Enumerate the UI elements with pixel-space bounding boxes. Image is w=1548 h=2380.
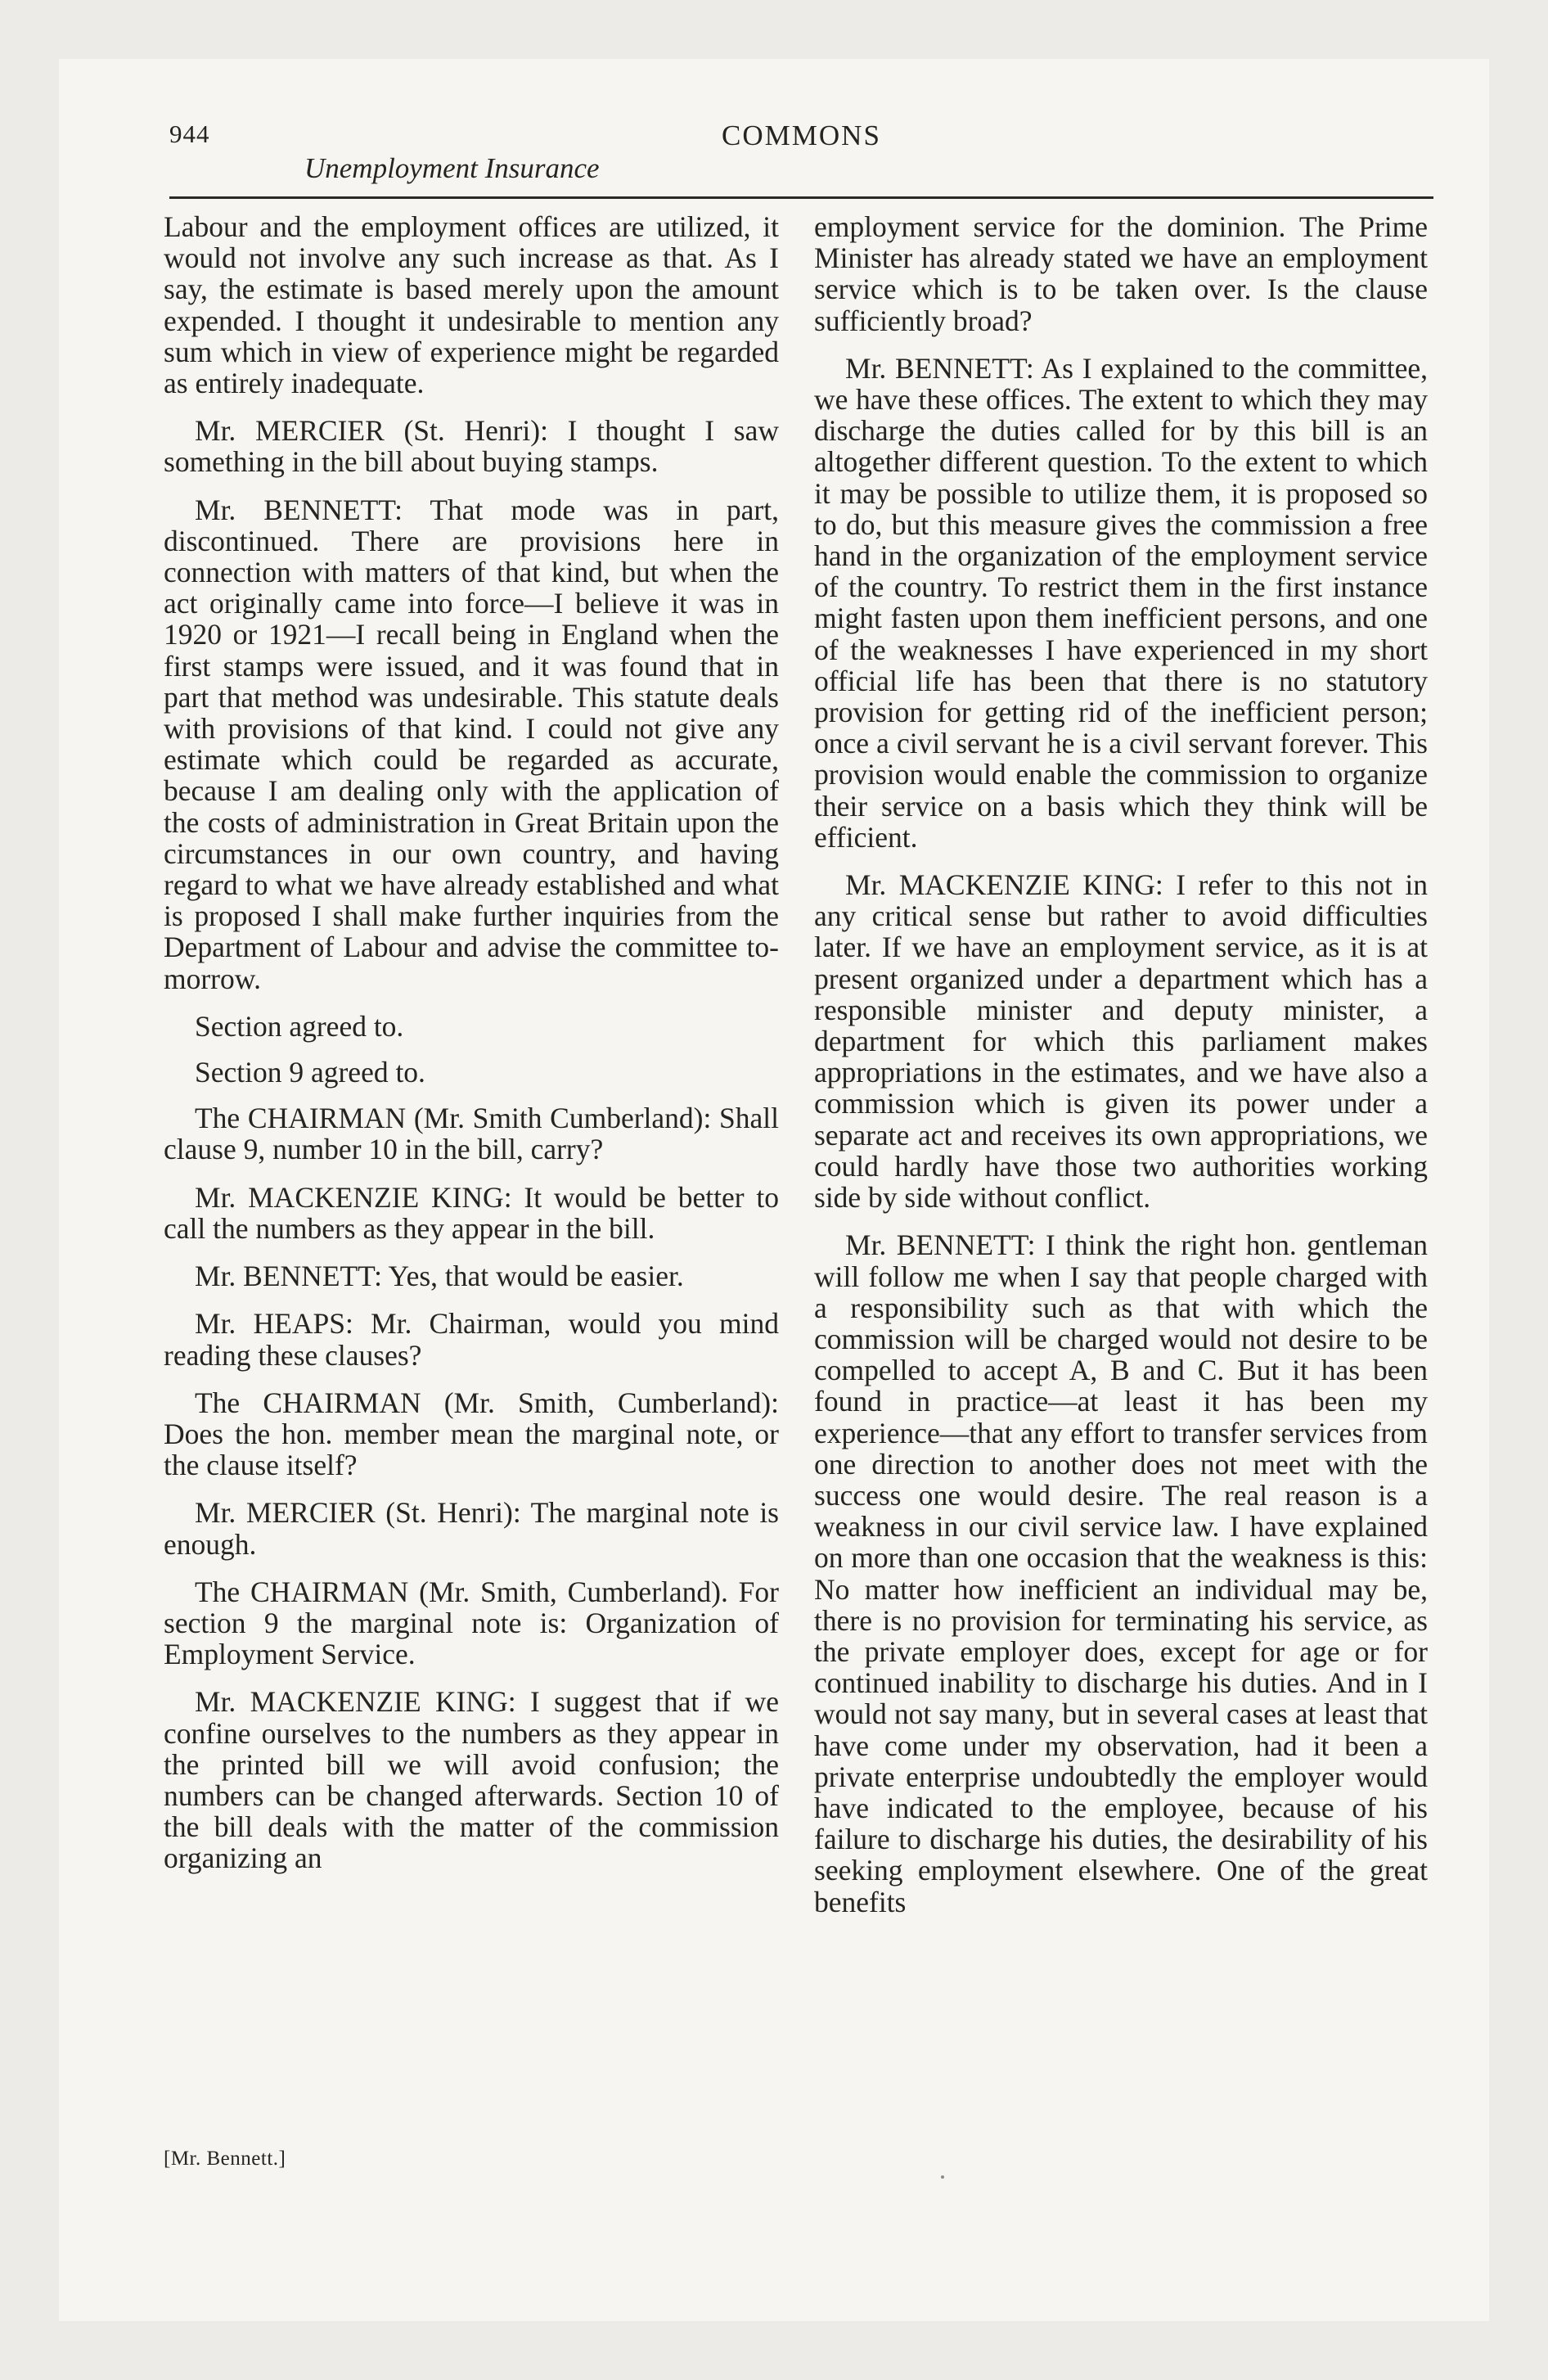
paragraph-text: I refer to this not in any critical sense but rather to avoid difficulties later. If we have an employment service, as it is at present organized under a department which has a responsible minister and deputy minister, a department for which this parliament makes appropriations in the estimates, and we have also a commission which is given its power under a separate act and receives its own appropriations, we could hardly have those two authorities working side by side without conflict. (814, 868, 1428, 1215)
paragraph (164, 1102, 779, 1165)
paragraph (164, 1057, 779, 1088)
speaker: The CHAIRMAN (Mr. Smith Cumberland): (195, 1102, 712, 1135)
paragraph-text: For section 9 the marginal note is: Organization of Employment Service. (164, 1575, 779, 1671)
paragraph-text: Does the hon. member mean the marginal note, or the clause itself? (164, 1417, 779, 1482)
paragraph (164, 1387, 779, 1481)
paragraph (164, 211, 779, 399)
paragraph-text: I think the right hon. gentleman will follow me when I say that people charged with a responsibility such as that with which the commission will be charged would not desire to be compelled to accept A, B and C. But it has been found in practice—at least it has been my experience—that any effort to transfer services from one direction to another does not meet with the success one would desire. The real reason is a weakness in our civil service law. I have explained on more than one occasion that the weakness is this: No matter how inefficient an individual may be, there is no provision for terminating his service, as the private employer does, except for age or for continued inability to discharge his duties. And in I would not say many, but in several cases at least that have come under my observation, had it been a private enterprise undoubtedly the employer would have indicated to the employee, because of his failure to discharge his duties, the desirability of his seeking employment elsewhere. One of the great benefits (814, 1228, 1429, 1918)
paragraph-text: Labour and the employment offices are utilized, it would not involve any such increase as that. As I say, the estimate is based merely upon the amount expended. I thought it undesirable to mention any sum which in view of experience might be regarded as entirely inadequate. (164, 210, 779, 400)
speaker: The CHAIRMAN (Mr. Smith, Cumberland). (195, 1575, 728, 1608)
paragraph-text: Shall clause 9, number 10 in the bill, carry? (164, 1102, 779, 1166)
paragraph (164, 1686, 779, 1873)
paragraph (164, 1260, 779, 1291)
paragraph-text: Yes, that would be easier. (381, 1260, 684, 1293)
paragraph-text: It would be better to call the numbers as they appear in the bill. (164, 1180, 779, 1245)
paragraph-text: That mode was in part, discontinued. There are provisions here in connection with matters of that kind, but when the act originally came into force—I believe it was in 1920 or 1921—I recall being in England when the first stamps were issued, and it was found that in part that method was undesirable. This statute deals with provisions of that kind. I could not give any estimate which could be regarded as accurate, because I am dealing only with the application of the costs of administration in Great Britain upon the circumstances in our own country, and having regard to what we have already established and what is proposed I shall make further inquiries from the Department of Labour and advise the committee to-morrow. (164, 493, 779, 995)
paragraph-text: I thought I saw something in the bill about buying stamps. (164, 414, 779, 479)
paragraph (164, 1497, 779, 1559)
speaker: Mr. HEAPS: (195, 1307, 353, 1341)
paragraph (164, 494, 779, 994)
header-rule (169, 196, 1433, 199)
page-header (169, 115, 1433, 192)
paragraph (164, 1576, 779, 1670)
speaker: Mr. MACKENZIE KING: (845, 868, 1163, 902)
speaker: Mr. BENNETT: (845, 351, 1034, 385)
speaker: The CHAIRMAN (Mr. Smith, Cumberland): (195, 1386, 779, 1419)
speaker: Mr. MERCIER (St. Henri): (195, 414, 548, 448)
paragraph-text: Section agreed to. (195, 1009, 404, 1043)
left-column (164, 211, 779, 1891)
paragraph-text: I suggest that if we confine ourselves to the numbers as they appear in the printed bill we will avoid confusion; the numbers can be changed afterwards. Section 10 of the bill deals with the matter of the commission organizing an (164, 1685, 779, 1875)
paragraph (814, 353, 1428, 853)
paragraph-text: employment service for the dominion. The Prime Minister has already stated we have an employment service which is to be taken over. Is the clause sufficiently broad? (814, 210, 1428, 337)
paragraph (164, 415, 779, 477)
paragraph-text: As I explained to the committee, we have these offices. The extent to which they may discharge the duties called for by this bill is an altogether different question. To the extent to which it may be possible to utilize them, it is proposed so to do, but this measure gives the commission a free hand in the organization of the employment service of the country. To restrict them in the first instance might fasten upon them inefficient persons, and one of the weaknesses I have experienced in my short official life has been that there is no statutory provision for getting rid of the inefficient person; once a civil servant he is a civil servant forever. This provision would enable the commission to organize their service on a basis which they think will be efficient. (814, 351, 1428, 854)
section-title: Unemployment Insurance (304, 152, 600, 184)
speaker: Mr. BENNETT: (845, 1228, 1036, 1262)
speaker: Mr. MACKENZIE KING: (195, 1180, 512, 1214)
paragraph (814, 869, 1428, 1213)
paragraph-text: Mr. Chairman, would you mind reading these clauses? (164, 1307, 779, 1372)
paragraph (164, 1308, 779, 1370)
ink-speck (941, 2175, 944, 2179)
paragraph (164, 1182, 779, 1244)
paragraph (814, 211, 1428, 336)
speaker: Mr. BENNETT: (195, 1260, 382, 1293)
paragraph-text: The marginal note is enough. (164, 1496, 779, 1561)
paragraph (164, 1011, 779, 1042)
footer-note: [Mr. Bennett.] (164, 2148, 286, 2170)
speaker: Mr. MACKENZIE KING: (195, 1685, 516, 1719)
speaker: Mr. BENNETT: (195, 493, 403, 526)
paragraph (814, 1229, 1428, 1917)
right-column (814, 211, 1428, 1934)
running-head: COMMONS (722, 119, 881, 151)
paragraph-text: Section 9 agreed to. (195, 1056, 425, 1089)
page-number: 944 (169, 119, 210, 148)
speaker: Mr. MERCIER (St. Henri): (195, 1496, 521, 1530)
